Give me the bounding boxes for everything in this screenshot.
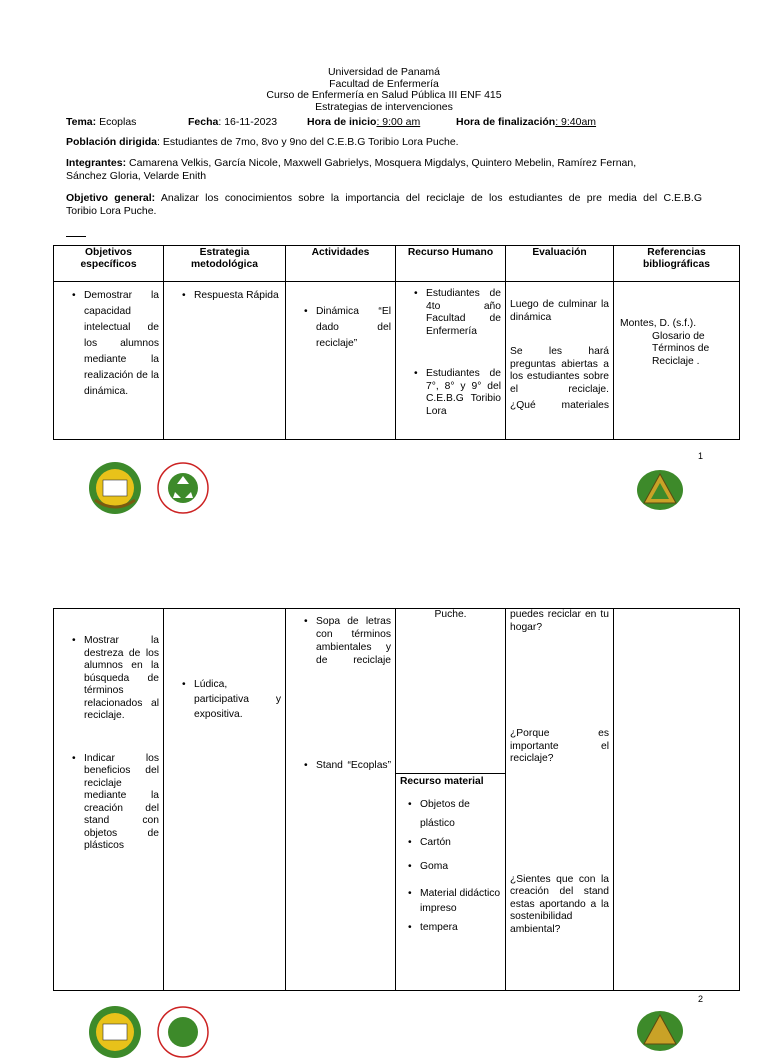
header-course: Curso de Enfermería en Salud Pública III ENF 415 bbox=[266, 89, 502, 101]
evaluacion-text: ¿Porque es importante el reciclaje? bbox=[510, 728, 609, 764]
header-subtitle: Estrategias de intervenciones bbox=[315, 100, 453, 113]
integrantes-row bbox=[66, 157, 706, 183]
fecha-value: : 16-11-2023 bbox=[218, 116, 278, 128]
cell-objetivo bbox=[54, 609, 164, 991]
evaluacion-text: Se les hará preguntas abiertas a los estudiantes sobre el reciclaje. bbox=[510, 346, 609, 395]
objetivo-general-value-1: Analizar los conocimientos sobre la importancia del reciclaje de los estudiantes de pre media del C.E.B.G bbox=[160, 192, 703, 204]
estrategia-item: • Lúdica, participativa y expositiva. bbox=[182, 677, 281, 722]
strategy-table-page-1 bbox=[53, 245, 740, 440]
hora-inicio-label: Hora de inicio bbox=[307, 116, 377, 128]
material-item: • Cartón bbox=[408, 837, 501, 850]
evaluacion-text: puedes reciclar en tu hogar? bbox=[510, 609, 609, 633]
document-header bbox=[0, 67, 768, 113]
objetivo-item: • Indicar los beneficios del reciclaje mediante la creación del stand con objetos de plásticos bbox=[72, 753, 159, 853]
estrategia-item: • Respuesta Rápida bbox=[182, 288, 281, 304]
objetivo-general-row bbox=[66, 192, 702, 218]
material-item: • tempera bbox=[408, 922, 501, 935]
cell-estrategia bbox=[164, 282, 286, 440]
short-divider bbox=[66, 236, 86, 237]
recurso-item: • Estudiantes de 7°, 8° y 9° del C.E.B.G Toribio Lora bbox=[414, 368, 501, 418]
actividad-item: • Stand “Ecoplas” bbox=[304, 759, 391, 773]
cell-actividad bbox=[286, 609, 396, 991]
header-faculty: Facultad de Enfermería bbox=[329, 77, 439, 90]
table-header-row bbox=[54, 246, 740, 282]
poblacion-label: Población dirigida bbox=[66, 136, 158, 148]
page-number: 1 bbox=[698, 451, 704, 461]
objetivo-item: • Mostrar la destreza de los alumnos en la búsqueda de términos relacionados al reciclaje. bbox=[72, 635, 159, 723]
cell-referencia bbox=[614, 282, 740, 440]
header-actividades: Actividades bbox=[286, 246, 396, 282]
objetivo-item: • Demostrar la capacidad intelectual de los alumnos mediante la realización de la dinámica. bbox=[72, 288, 159, 400]
recurso-humano-cont: Puche. bbox=[434, 609, 467, 620]
universidad-de-panama-logo bbox=[87, 1004, 143, 1060]
header-referencias: Referencias bibliográficas bbox=[614, 246, 740, 282]
strategy-table-page-2 bbox=[53, 608, 740, 991]
fecha-label: Fecha bbox=[188, 116, 219, 128]
hora-inicio-value: : 9:00 am bbox=[376, 116, 421, 128]
hora-fin-row bbox=[456, 116, 596, 129]
tema-row bbox=[66, 116, 136, 129]
integrantes-value-1: Camarena Velkis, García Nicole, Maxwell Gabrielys, Mosquera Migdalys, Quintero Mebelin, Ramírez Fernan, bbox=[129, 157, 637, 169]
actividad-item: • Dinámica “El dado del reciclaje” bbox=[304, 304, 391, 352]
header-recurso-humano: Recurso Humano bbox=[396, 246, 506, 282]
tema-label: Tema: bbox=[66, 116, 97, 128]
recurso-material-section bbox=[396, 773, 505, 936]
poblacion-value: : Estudiantes de 7mo, 8vo y 9no del C.E.B.G Toribio Lora Puche. bbox=[157, 136, 459, 148]
recurso-item: • Estudiantes de 4to año Facultad de Enfermería bbox=[414, 288, 501, 338]
cell-evaluacion bbox=[506, 282, 614, 440]
school-crest-logo bbox=[636, 469, 684, 511]
integrantes-value-2: Sánchez Gloria, Velarde Enith bbox=[66, 170, 207, 182]
school-crest-logo bbox=[636, 1010, 684, 1052]
hora-fin-label: Hora de finalización bbox=[456, 116, 556, 128]
objetivo-general-value-2: Toribio Lora Puche. bbox=[66, 205, 157, 217]
sostenibilidad-ambiental-logo bbox=[155, 1004, 211, 1060]
header-estrategia: Estrategia metodológica bbox=[164, 246, 286, 282]
material-item: • Goma bbox=[408, 861, 501, 874]
tema-value: Ecoplas bbox=[99, 116, 137, 128]
header-objetivos: Objetivos específicos bbox=[54, 246, 164, 282]
cell-estrategia bbox=[164, 609, 286, 991]
header-evaluacion: Evaluación bbox=[506, 246, 614, 282]
evaluacion-text: ¿Sientes que con la creación del stand estas aportando a la sostenibilidad ambiental? bbox=[510, 873, 609, 935]
header-university: Universidad de Panamá bbox=[327, 66, 441, 78]
page-number: 2 bbox=[698, 994, 704, 1004]
recurso-material-title: Recurso material bbox=[400, 776, 484, 787]
evaluacion-text: Luego de culminar la dinámica bbox=[510, 299, 609, 323]
cell-recurso-humano bbox=[396, 282, 506, 440]
sostenibilidad-ambiental-logo bbox=[155, 460, 211, 516]
material-item: • Objetos de plástico bbox=[408, 795, 501, 833]
table-row bbox=[54, 282, 740, 440]
cell-evaluacion bbox=[506, 609, 614, 991]
fecha-row bbox=[188, 116, 277, 129]
poblacion-row bbox=[66, 136, 706, 149]
material-item: • Material didáctico impreso bbox=[408, 886, 501, 916]
universidad-de-panama-logo bbox=[87, 460, 143, 516]
cell-actividad bbox=[286, 282, 396, 440]
cell-recurso bbox=[396, 609, 506, 991]
cell-objetivo bbox=[54, 282, 164, 440]
hora-inicio-row bbox=[307, 116, 420, 129]
objetivo-general-label: Objetivo general: bbox=[66, 192, 156, 204]
referencia-text: Montes, D. (s.f.). Glosario de Términos de Reciclaje . bbox=[620, 318, 710, 367]
hora-fin-value: : 9:40am bbox=[555, 116, 597, 128]
table-row bbox=[54, 609, 740, 991]
cell-referencia bbox=[614, 609, 740, 991]
integrantes-label: Integrantes: bbox=[66, 157, 127, 169]
evaluacion-text: ¿Qué materiales bbox=[510, 400, 609, 411]
actividad-item: • Sopa de letras con términos ambientales y de reciclaje bbox=[304, 615, 391, 667]
